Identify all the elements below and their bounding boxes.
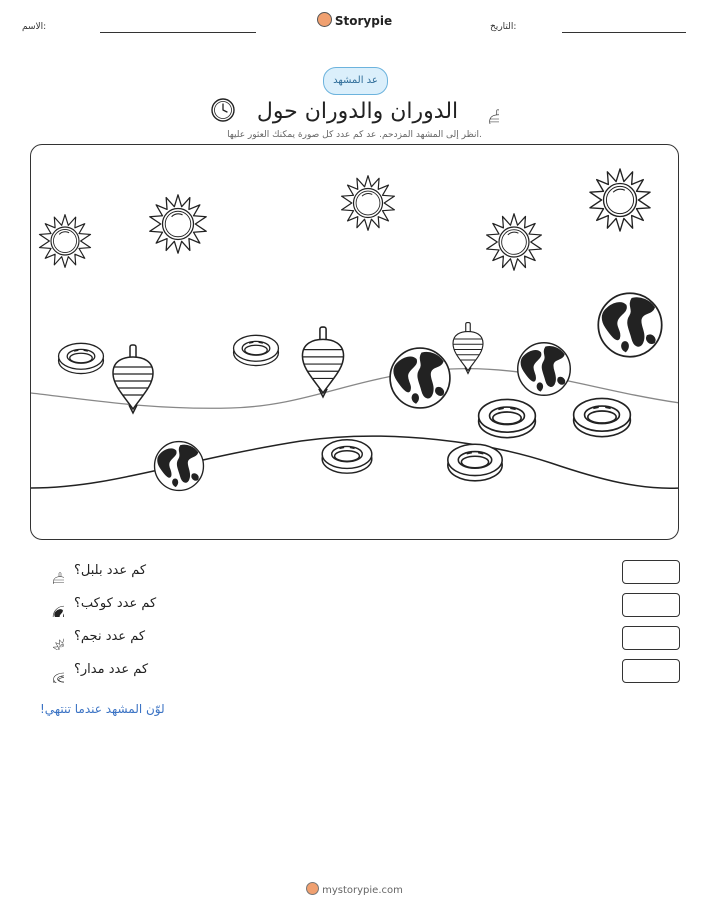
storypie-logo-icon [317,12,332,27]
date-line[interactable] [562,32,686,33]
sun-icon [150,195,207,253]
planet-icon [40,593,64,617]
planet-icon [390,348,450,408]
section-badge: عد المشهد [323,67,388,95]
sun-icon [342,176,395,231]
brand-name: Storypie [334,14,393,28]
answer-box[interactable] [622,560,680,584]
date-label: التاريخ: [490,22,517,32]
site-footer [0,882,709,896]
sun-icon [39,215,90,268]
orbit-icon [40,659,64,683]
question-row [30,593,680,619]
storypie-logo-icon [306,882,319,895]
star-icon [40,626,64,650]
orbit-icon [234,335,279,365]
spinning-top-icon [302,327,343,397]
spinning-top-icon [453,323,483,374]
sun-icon [590,169,650,231]
question-row [30,560,680,586]
sun-icon [487,214,542,270]
orbit-icon [448,444,502,481]
page-title [0,94,709,127]
title-text: الدوران والدوران حول [256,99,459,124]
clock-icon [210,97,236,123]
spinning-top-icon [477,94,499,124]
orbit-icon [59,343,104,373]
planet-icon [598,293,661,356]
question-text: كم عدد مدار؟ [74,662,149,677]
spinning-top-icon [40,560,64,584]
answer-box[interactable] [622,593,680,617]
instructions: انظر إلى المشهد المزدحم. عد كم عدد كل صورة يمكنك العثور عليها. [227,130,482,140]
planet-icon [518,343,571,396]
question-text: كم عدد كوكب؟ [74,596,157,611]
scene-illustration [31,145,679,540]
question-row [30,626,680,652]
brand [0,12,709,28]
planet-icon [155,442,204,491]
orbit-icon [574,398,631,436]
question-text: كم عدد نجم؟ [74,629,146,644]
counting-scene [30,144,679,540]
name-line[interactable] [100,32,256,33]
answer-box[interactable] [622,659,680,683]
question-row [30,659,680,685]
site-url[interactable]: mystorypie.com [322,885,403,896]
coloring-note: لوّن المشهد عندما تنتهي! [40,702,165,716]
name-label: الاسم: [22,22,47,32]
orbit-icon [479,399,536,437]
answer-box[interactable] [622,626,680,650]
question-text: كم عدد بلبل؟ [74,563,147,578]
orbit-icon [322,440,372,473]
